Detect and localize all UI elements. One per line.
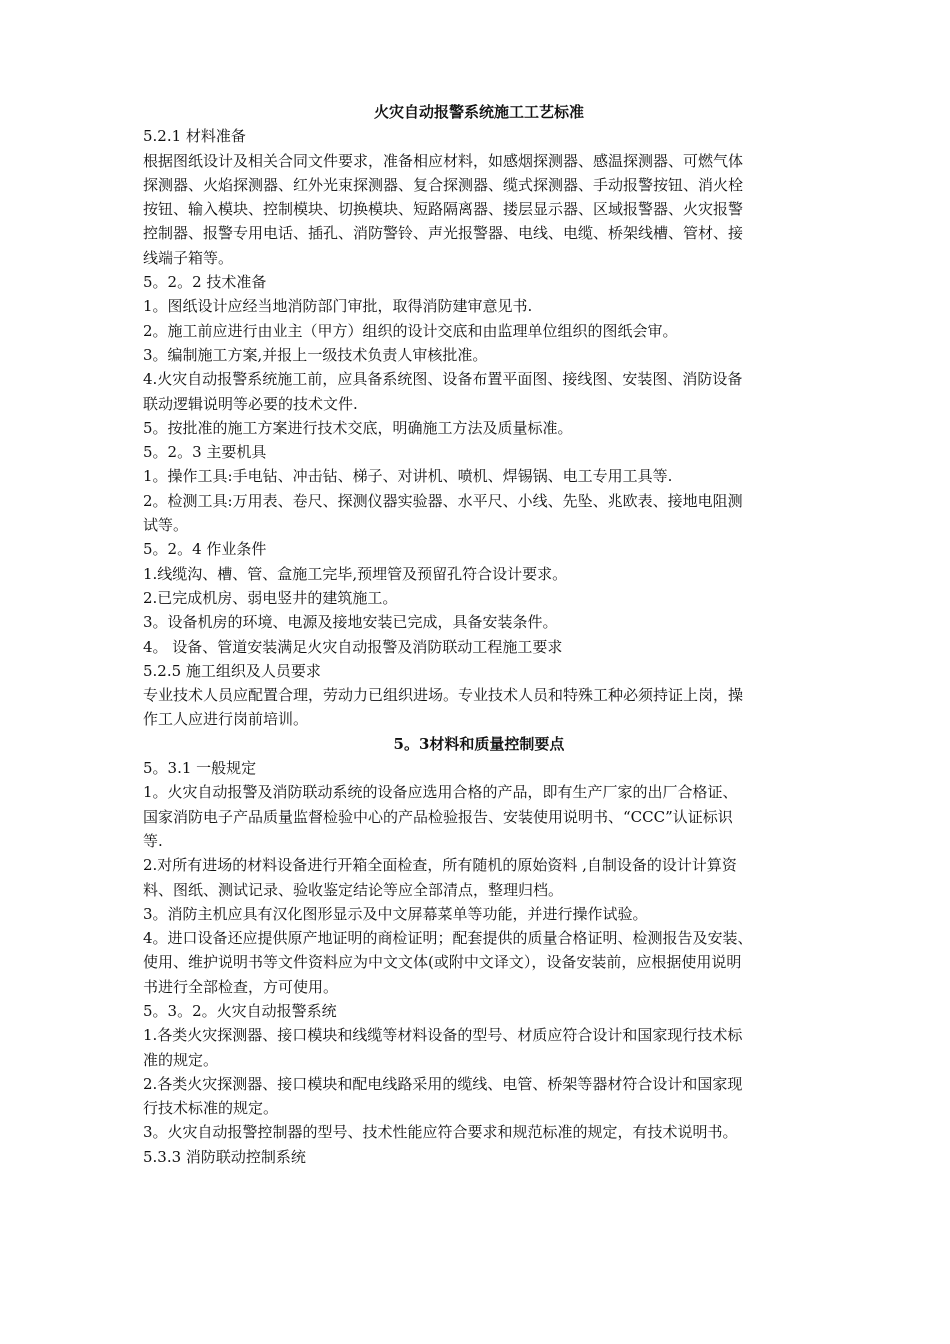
text-line: 5.3.3 消防联动控制系统 — [143, 1147, 306, 1166]
text-line: 根据图纸设计及相关合同文件要求，准备相应材料，如感烟探测器、感温探测器、可燃气体 — [143, 151, 744, 170]
text-line: 1。操作工具:手电钻、冲击钻、梯子、对讲机、喷机、焊锡锅、电工专用工具等. — [143, 467, 673, 486]
text-line: 行技术标准的规定。 — [143, 1099, 279, 1118]
text-line: 控制器、报警专用电话、插孔、消防警铃、声光报警器、电线、电缆、桥架线槽、管材、接 — [143, 224, 744, 243]
text-line: 5。2。4 作业条件 — [143, 540, 267, 559]
text-line: 2。检测工具:万用表、卷尺、探测仪器实验器、水平尺、小线、先坠、兆欧表、接地电阻测 — [143, 491, 743, 510]
text-line: 4。 设备、管道安装满足火灾自动报警及消防联动工程施工要求 — [143, 637, 563, 656]
text-line: 2.已完成机房、弱电竖井的建筑施工。 — [143, 588, 398, 607]
text-line: 5。按批准的施工方案进行技术交底，明确施工方法及质量标准。 — [143, 418, 573, 437]
text-line: 书进行全部检查，方可使用。 — [143, 977, 339, 996]
text-line: 试等。 — [143, 516, 189, 535]
text-line: 5。2。2 技术准备 — [143, 273, 267, 292]
text-line: 5.2.1 材料准备 — [143, 127, 246, 146]
text-line: 2.对所有进场的材料设备进行开箱全面检查，所有随机的原始资料 ,自制设备的设计计算资 — [143, 856, 737, 875]
text-line: 作工人应进行岗前培训。 — [143, 710, 309, 729]
text-line: 探测器、火焰探测器、红外光束探测器、复合探测器、缆式探测器、手动报警按钮、消火栓 — [143, 175, 744, 194]
text-line: 3。编制施工方案,并报上一级技术负责人审核批准。 — [143, 345, 488, 364]
text-line: 1。图纸设计应经当地消防部门审批，取得消防建审意见书. — [143, 297, 533, 316]
text-line: 5.2.5 施工组织及人员要求 — [143, 661, 321, 680]
document-title: 火灾自动报警系统施工工艺标准 — [373, 103, 584, 121]
section-title-5-3: 5。3材料和质量控制要点 — [393, 734, 565, 753]
text-line: 专业技术人员应配置合理，劳动力已组织进场。专业技术人员和特殊工种必须持证上岗，操 — [143, 686, 744, 705]
text-line: 5。2。3 主要机具 — [143, 443, 267, 462]
text-line: 1.各类火灾探测器、接口模块和线缆等材料设备的型号、材质应符合设计和国家现行技术标 — [143, 1026, 743, 1045]
text-line: 1.线缆沟、槽、管、盒施工完毕,预埋管及预留孔符合设计要求。 — [143, 564, 568, 583]
text-line: 等. — [143, 831, 163, 850]
text-line: 3。火灾自动报警控制器的型号、技术性能应符合要求和规范标准的规定，有技术说明书。 — [143, 1123, 738, 1142]
text-line: 3。设备机房的环境、电源及接地安装已完成，具备安装条件。 — [143, 613, 558, 632]
text-line: 联动逻辑说明等必要的技术文件. — [143, 394, 358, 413]
text-line: 2.各类火灾探测器、接口模块和配电线路采用的缆线、电管、桥架等器材符合设计和国家现 — [143, 1074, 743, 1093]
text-line: 使用、维护说明书等文件资料应为中文文体(或附中文译文），设备安装前，应根据使用说明 — [143, 953, 742, 972]
text-line: 4.火灾自动报警系统施工前，应具备系统图、设备布置平面图、接线图、安装图、消防设备 — [143, 370, 743, 389]
text-line: 料、图纸、测试记录、验收鉴定结论等应全部清点，整理归档。 — [143, 880, 564, 899]
text-line: 5。3.1 一般规定 — [143, 759, 257, 778]
text-line: 2。施工前应进行由业主（甲方）组织的设计交底和由监理单位组织的图纸会审。 — [143, 321, 678, 340]
text-line: 准的规定。 — [143, 1050, 219, 1069]
text-line: 3。消防主机应具有汉化图形显示及中文屏幕菜单等功能，并进行操作试验。 — [143, 904, 648, 923]
text-line: 线端子箱等。 — [143, 248, 234, 267]
text-line: 国家消防电子产品质量监督检验中心的产品检验报告、安装使用说明书、“CCC”认证标识 — [143, 807, 733, 826]
text-block-section-5-2 — [143, 124, 815, 731]
text-line: 5。3。2。火灾自动报警系统 — [143, 1001, 337, 1020]
text-line: 1。火灾自动报警及消防联动系统的设备应选用合格的产品，即有生产厂家的出厂合格证、 — [143, 783, 738, 802]
text-line: 4。进口设备还应提供原产地证明的商检证明；配套提供的质量合格证明、检测报告及安装、 — [143, 929, 753, 948]
text-line: 按钮、输入模块、控制模块、切换模块、短路隔离器、搂层显示器、区域报警器、火灾报警 — [143, 200, 744, 219]
document-page — [143, 100, 815, 1169]
text-block-section-5-3 — [143, 756, 815, 1169]
